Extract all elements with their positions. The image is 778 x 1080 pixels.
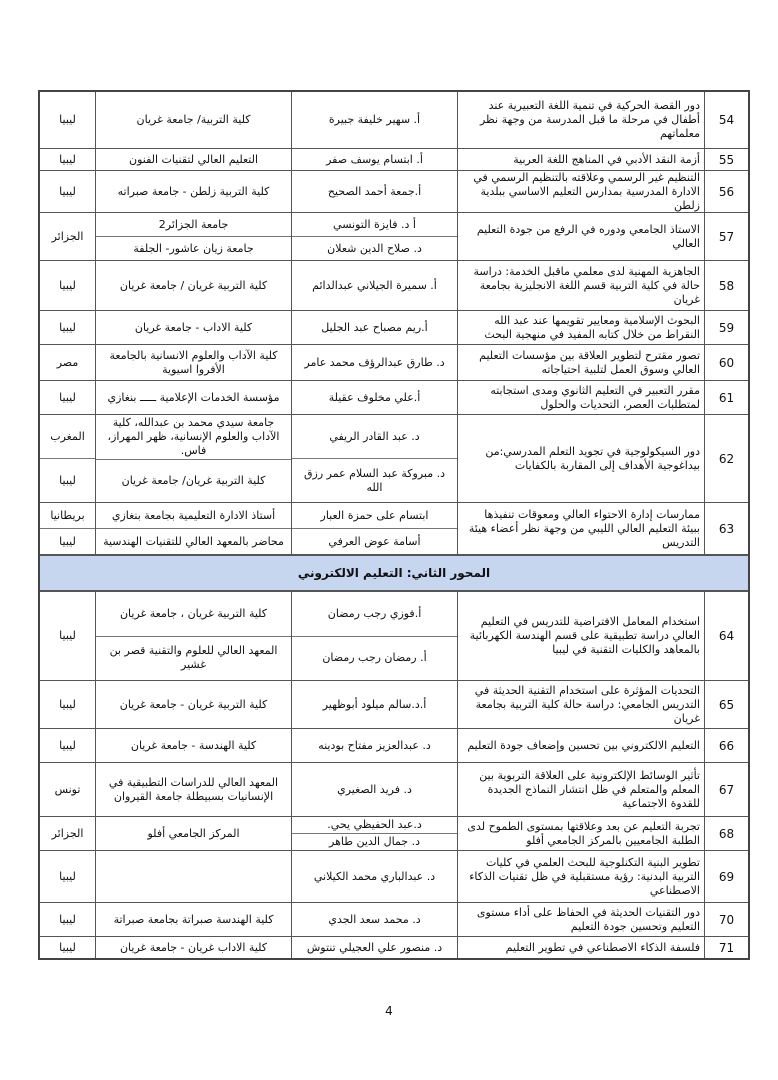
institution-name: المركز الجامعي أفلو bbox=[147, 826, 240, 840]
authors-cell bbox=[291, 345, 457, 380]
country-name: الجزائر bbox=[51, 826, 84, 840]
paper-title: دور السيكولوجية في تجويد التعلم المدرسي:من بيداغوجية الأهداف إلى المقاربة بالكفايات bbox=[457, 415, 704, 502]
institution-name: كلية الآداب والعلوم الانسانية بالجامعة الأفروا اسيوية bbox=[109, 348, 278, 376]
author-name: أ.علي مخلوف عقيلة bbox=[328, 390, 421, 404]
table-row bbox=[40, 92, 748, 148]
rows-axis-1 bbox=[40, 92, 748, 554]
row-number: 65 bbox=[704, 681, 748, 728]
paper-title: فلسفة الذكاء الاصطناعي في تطوير التعليم bbox=[457, 937, 704, 958]
institution-name: مؤسسة الخدمات الإعلامية ـــــ بنغازي bbox=[107, 390, 280, 404]
institutions-cell bbox=[95, 681, 291, 728]
author-name: د. مبروكة عبد السلام عمر رزق الله bbox=[292, 458, 457, 502]
table-row bbox=[40, 592, 748, 680]
row-number: 70 bbox=[704, 903, 748, 936]
author-name: أ.فوزي رجب رمضان bbox=[327, 606, 422, 620]
institutions-cell bbox=[95, 92, 291, 148]
author-name: أ.ريم مصباح عبد الجليل bbox=[321, 320, 428, 334]
paper-title: التحديات المؤثرة على استخدام التقنية الحديثة في التدريس الجامعي: دراسة حالة كلية التربية بجامعة غريان bbox=[457, 681, 704, 728]
institution-name: المعهد العالي للعلوم والتقنية قصر بن غشير bbox=[96, 636, 291, 681]
table-row bbox=[40, 762, 748, 816]
table-row bbox=[40, 170, 748, 212]
author-name: د. عبد القادر الريفي bbox=[329, 429, 420, 443]
institutions-cell bbox=[95, 937, 291, 958]
institutions-cell bbox=[95, 415, 291, 502]
institutions-cell bbox=[95, 851, 291, 902]
authors-cell bbox=[291, 92, 457, 148]
institutions-cell bbox=[95, 381, 291, 414]
authors-cell bbox=[291, 763, 457, 816]
table-row bbox=[40, 502, 748, 554]
author-name: د. محمد سعد الجدي bbox=[328, 912, 421, 926]
country-name: ليبيا bbox=[40, 458, 95, 502]
row-number: 56 bbox=[704, 171, 748, 212]
table-row bbox=[40, 344, 748, 380]
institution-name: المعهد العالي للدراسات التطبيقية في الإنسانيات بسبيطلة جامعة القيروان bbox=[108, 775, 279, 803]
country-name: بريطانيا bbox=[50, 508, 85, 522]
institutions-cell bbox=[95, 503, 291, 554]
country-name: مصر bbox=[56, 355, 79, 369]
table-row bbox=[40, 816, 748, 850]
institution-name: كلية الاداب غريان - جامعة غريان bbox=[119, 940, 268, 954]
author-name: د. فريد الصغيري bbox=[337, 782, 412, 796]
country-name: ليبيا bbox=[59, 912, 76, 926]
authors-cell bbox=[291, 903, 457, 936]
row-number: 57 bbox=[704, 213, 748, 260]
country-name: ليبيا bbox=[59, 152, 76, 166]
row-number: 63 bbox=[704, 503, 748, 554]
country-name: ليبيا bbox=[59, 278, 76, 292]
author-name: د. جمال الدين طاهر bbox=[292, 833, 457, 850]
institutions-cell bbox=[95, 903, 291, 936]
institution-name: جامعة الجزائر2 bbox=[158, 217, 229, 231]
author-name: د. عبدالعزيز مفتاح بودينه bbox=[318, 738, 431, 752]
author-name: أ. سهير خليفة جبيرة bbox=[328, 113, 421, 126]
table-row bbox=[40, 148, 748, 170]
author-name: د. عبدالباري محمد الكيلاني bbox=[313, 869, 436, 883]
row-number: 62 bbox=[704, 415, 748, 502]
authors-cell bbox=[291, 311, 457, 344]
row-number: 71 bbox=[704, 937, 748, 958]
row-number: 64 bbox=[704, 592, 748, 680]
paper-title: أزمة النقد الأدبي في المناهج اللغة العربية bbox=[457, 149, 704, 170]
row-number: 58 bbox=[704, 261, 748, 310]
country-name: الجزائر bbox=[51, 229, 84, 243]
table-row bbox=[40, 680, 748, 728]
table-row bbox=[40, 414, 748, 502]
country-name: المغرب bbox=[50, 429, 85, 443]
authors-cell bbox=[291, 503, 457, 554]
authors-cell bbox=[291, 729, 457, 762]
paper-title: تطوير البنية التكنلوجية للبحث العلمي في كليات التربية البدنية: رؤية مستقبلية في ظل تقنيات الذكاء الاصطناعي bbox=[457, 851, 704, 902]
paper-title: تصور مقترح لتطوير العلاقة بين مؤسسات التعليم العالي وسوق العمل لتلبية احتياجاته bbox=[457, 345, 704, 380]
country-name: ليبيا bbox=[59, 869, 76, 883]
paper-title: تأثير الوسائط الإلكترونية على العلاقة التربوية بين المعلم والمتعلم في ظل انتشار النماذج الجديدة للقدوة الاجتماعية bbox=[457, 763, 704, 816]
page-number: 4 bbox=[385, 1004, 393, 1018]
table-row bbox=[40, 850, 748, 902]
row-number: 68 bbox=[704, 817, 748, 850]
paper-title: البحوث الإسلامية ومعايير تقويمها عند عبد الله النقراط من خلال كتابه المفيد في منهجية البحث bbox=[457, 311, 704, 344]
author-name: أ.د.سالم ميلود أبوظهير bbox=[322, 697, 427, 711]
country-name: ليبيا bbox=[59, 738, 76, 752]
table-row bbox=[40, 902, 748, 936]
country-name: ليبيا bbox=[59, 697, 76, 711]
author-name: ابتسام على حمزة العبار bbox=[320, 508, 429, 522]
country-cell bbox=[40, 503, 95, 554]
paper-title: تجربة التعليم عن بعد وعلاقتها بمستوى الطموح لدى الطلبة الجامعيين بالمركز الجامعي أفلو bbox=[457, 817, 704, 850]
country-name: ليبيا bbox=[40, 528, 95, 554]
author-name: أ د. فايزة التونسي bbox=[333, 217, 416, 231]
paper-title: ممارسات إدارة الاحتواء العالي ومعوقات تنفيذها ببيئة التعليم العالي الليبي من وجهة نظر أعضاء هيئة التدريس bbox=[457, 503, 704, 554]
authors-cell bbox=[291, 592, 457, 680]
authors-cell bbox=[291, 149, 457, 170]
institutions-cell bbox=[95, 763, 291, 816]
author-name: أ. سميرة الجيلاني عبدالدائم bbox=[312, 278, 437, 292]
country-name: ليبيا bbox=[59, 629, 76, 642]
author-name: أسامة عوض العرفي bbox=[292, 528, 457, 554]
institution-name: جامعة زيان عاشور- الجلفة bbox=[96, 236, 291, 260]
author-name: أ.جمعة أحمد الصحيح bbox=[327, 184, 422, 198]
author-name: أ. رمضان رجب رمضان bbox=[292, 636, 457, 681]
table-row bbox=[40, 936, 748, 958]
institution-name: محاضر بالمعهد العالي للتقنيات الهندسية bbox=[96, 528, 291, 554]
paper-title: دور التقنيات الحديثة في الحفاظ على أداء مستوى التعليم وتحسين جودة التعليم bbox=[457, 903, 704, 936]
table-row bbox=[40, 728, 748, 762]
paper-title: التعليم الالكتروني بين تحسين وإضعاف جودة التعليم bbox=[457, 729, 704, 762]
table-row bbox=[40, 212, 748, 260]
row-number: 54 bbox=[704, 92, 748, 148]
papers-table bbox=[38, 90, 750, 960]
institutions-cell bbox=[95, 592, 291, 680]
author-name: د. صلاح الدين شعلان bbox=[292, 236, 457, 260]
authors-cell bbox=[291, 381, 457, 414]
row-number: 60 bbox=[704, 345, 748, 380]
row-number: 67 bbox=[704, 763, 748, 816]
institutions-cell bbox=[95, 261, 291, 310]
row-number: 61 bbox=[704, 381, 748, 414]
table-row bbox=[40, 380, 748, 414]
country-name: ليبيا bbox=[59, 113, 76, 126]
table-row bbox=[40, 310, 748, 344]
author-name: د.عبد الحفيظي يحي. bbox=[327, 818, 422, 831]
authors-cell bbox=[291, 851, 457, 902]
paper-title: الجاهزية المهنية لدى معلمي ماقبل الخدمة: دراسة حالة في كلية التربية قسم اللغة الانجليزية بجامعة غريان bbox=[457, 261, 704, 310]
institution-name: كلية التربية غريان ، جامعة غريان bbox=[119, 606, 268, 620]
institutions-cell bbox=[95, 345, 291, 380]
row-number: 69 bbox=[704, 851, 748, 902]
institution-name: كلية التربية غريان - جامعة غريان bbox=[119, 697, 268, 711]
authors-cell bbox=[291, 213, 457, 260]
country-name: ليبيا bbox=[59, 184, 76, 198]
institutions-cell bbox=[95, 817, 291, 850]
authors-cell bbox=[291, 261, 457, 310]
row-number: 55 bbox=[704, 149, 748, 170]
paper-title: استخدام المعامل الافتراضية للتدريس في التعليم العالي دراسة تطبيقية على قسم الهندسة الكهربائية بالمعاهد والكليات التقنية في ليبيا bbox=[457, 592, 704, 680]
institution-name bbox=[96, 851, 291, 902]
authors-cell bbox=[291, 817, 457, 850]
institution-name: كلية الاداب - جامعة غريان bbox=[134, 320, 253, 334]
author-name: أ. ابتسام يوسف صفر bbox=[326, 152, 423, 166]
paper-title: التنظيم غير الرسمي وعلاقته بالتنظيم الرسمي في الادارة المدرسية بمدارس التعليم الاساسي ببلدية زلطن bbox=[457, 171, 704, 212]
institution-name: كلية الهندسة - جامعة غريان bbox=[130, 738, 257, 752]
institution-name: أستاذ الادارة التعليمية بجامعة بنغازي bbox=[111, 508, 276, 522]
institutions-cell bbox=[95, 213, 291, 260]
institutions-cell bbox=[95, 729, 291, 762]
author-name: د. طارق عبدالرؤف محمد عامر bbox=[304, 355, 445, 369]
author-name: د. منصور علي العجيلي تنتوش bbox=[306, 940, 443, 954]
paper-title: الاستاذ الجامعي ودوره في الرفع من جودة التعليم العالي bbox=[457, 213, 704, 260]
institution-name: كلية التربية غريان / جامعة غريان bbox=[119, 278, 268, 292]
rows-axis-2 bbox=[40, 592, 748, 958]
country-name: ليبيا bbox=[59, 320, 76, 334]
country-name: ليبيا bbox=[59, 390, 76, 404]
institution-name: كلية التربية زلطن - جامعة صبراته bbox=[117, 184, 270, 198]
institutions-cell bbox=[95, 311, 291, 344]
institution-name: كلية التربية/ جامعة غريان bbox=[136, 113, 251, 126]
authors-cell bbox=[291, 415, 457, 502]
authors-cell bbox=[291, 937, 457, 958]
paper-title: دور القصة الحركية في تنمية اللغة التعبيرية عند أطفال في مرحلة ما قبل المدرسة من وجهة نظر معلماتهم bbox=[457, 92, 704, 148]
section-heading: المحور الثاني: التعليم الالكتروني bbox=[40, 554, 748, 592]
institution-name: التعليم العالي لتقنيات الفنون bbox=[128, 152, 259, 166]
institution-name: كلية الهندسة صبراتة بجامعة صبراتة bbox=[113, 912, 274, 926]
country-cell bbox=[40, 415, 95, 502]
institutions-cell bbox=[95, 149, 291, 170]
country-name: تونس bbox=[54, 782, 81, 796]
table-row bbox=[40, 260, 748, 310]
institution-name: كلية التربية غريان/ جامعة غريان bbox=[96, 459, 291, 502]
row-number: 59 bbox=[704, 311, 748, 344]
authors-cell bbox=[291, 681, 457, 728]
paper-title: مقرر التعبير في التعليم الثانوي ومدى استجابته لمتطلبات العصر، التحديات والحلول bbox=[457, 381, 704, 414]
authors-cell bbox=[291, 171, 457, 212]
institutions-cell bbox=[95, 171, 291, 212]
row-number: 66 bbox=[704, 729, 748, 762]
country-name: ليبيا bbox=[59, 940, 76, 954]
institution-name: جامعة سيدي محمد بن عبدالله، كلية الآداب والعلوم الإنسانية، ظهر المهراز، فاس. bbox=[107, 416, 280, 457]
